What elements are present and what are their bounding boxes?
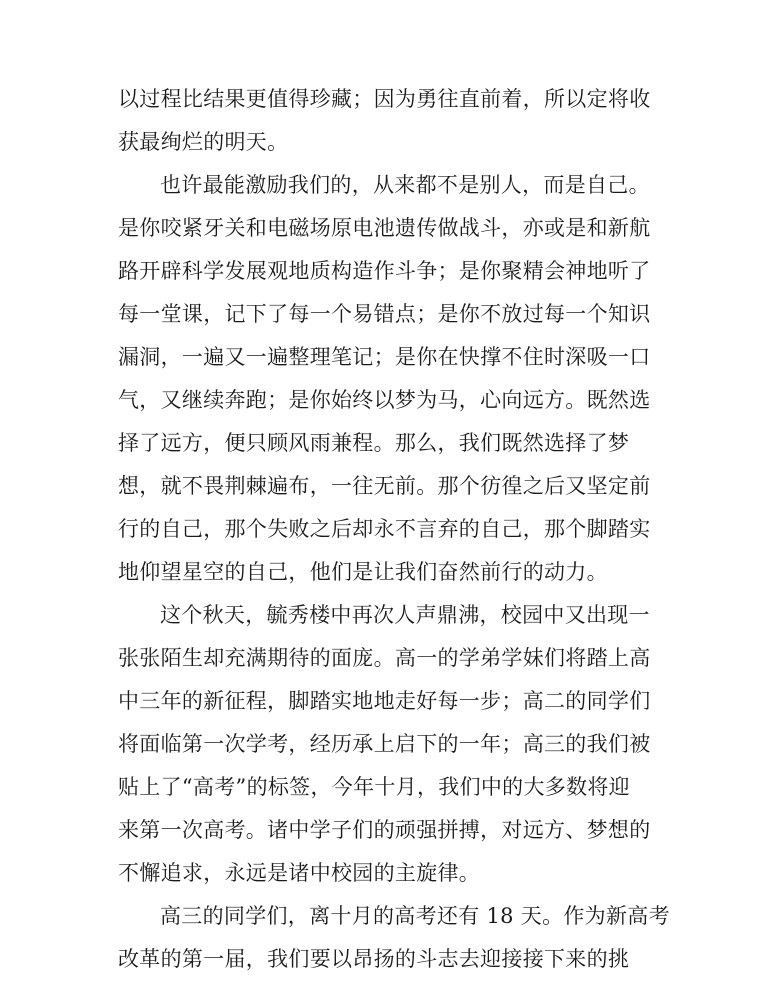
text-line: 想，就不畏荆棘遍布，一往无前。那个彷徨之后又坚定前 [118,474,651,498]
text-line: 地仰望星空的自己，他们是让我们奋然前行的动力。 [118,560,608,584]
text-line: 来第一次高考。诸中学子们的顽强拼搏，对远方、梦想的 [118,818,651,842]
text-line: 每一堂课，记下了每一个易错点；是你不放过每一个知识 [118,302,651,326]
text-line: 漏洞，一遍又一遍整理笔记；是你在快撑不住时深吸一口 [118,345,651,369]
text-line: 贴上了“高考”的标签，今年十月，我们中的大多数将迎 [118,775,630,799]
text-line: 将面临第一次学考，经历承上启下的一年；高三的我们被 [118,732,651,756]
text-line: 也许最能激励我们的，从来都不是别人，而是自己。 [160,173,650,197]
text-line: 高三的同学们，离十月的高考还有 18 天。作为新高考 [160,904,670,928]
text-line: 择了远方，便只顾风雨兼程。那么，我们既然选择了梦 [118,431,630,455]
text-line: 不懈追求，永远是诸中校园的主旋律。 [118,861,481,885]
text-line: 获最绚烂的明天。 [118,130,289,154]
text-line: 张张陌生却充满期待的面庞。高一的学弟学妹们将踏上高 [118,646,651,670]
text-line: 路开辟科学发展观地质构造作斗争；是你聚精会神地听了 [118,259,651,283]
text-line: 以过程比结果更值得珍藏；因为勇往直前着，所以定将收 [118,87,651,111]
text-line: 是你咬紧牙关和电磁场原电池遗传做战斗，亦或是和新航 [118,216,651,240]
text-line: 改革的第一届，我们要以昂扬的斗志去迎接接下来的挑 [118,947,630,971]
text-line: 行的自己，那个失败之后却永不言弃的自己，那个脚踏实 [118,517,651,541]
text-line: 中三年的新征程，脚踏实地地走好每一步；高二的同学们 [118,689,651,713]
text-line: 气，又继续奔跑；是你始终以梦为马，心向远方。既然选 [118,388,651,412]
text-line: 这个秋天，毓秀楼中再次人声鼎沸，校园中又出现一 [160,603,650,627]
